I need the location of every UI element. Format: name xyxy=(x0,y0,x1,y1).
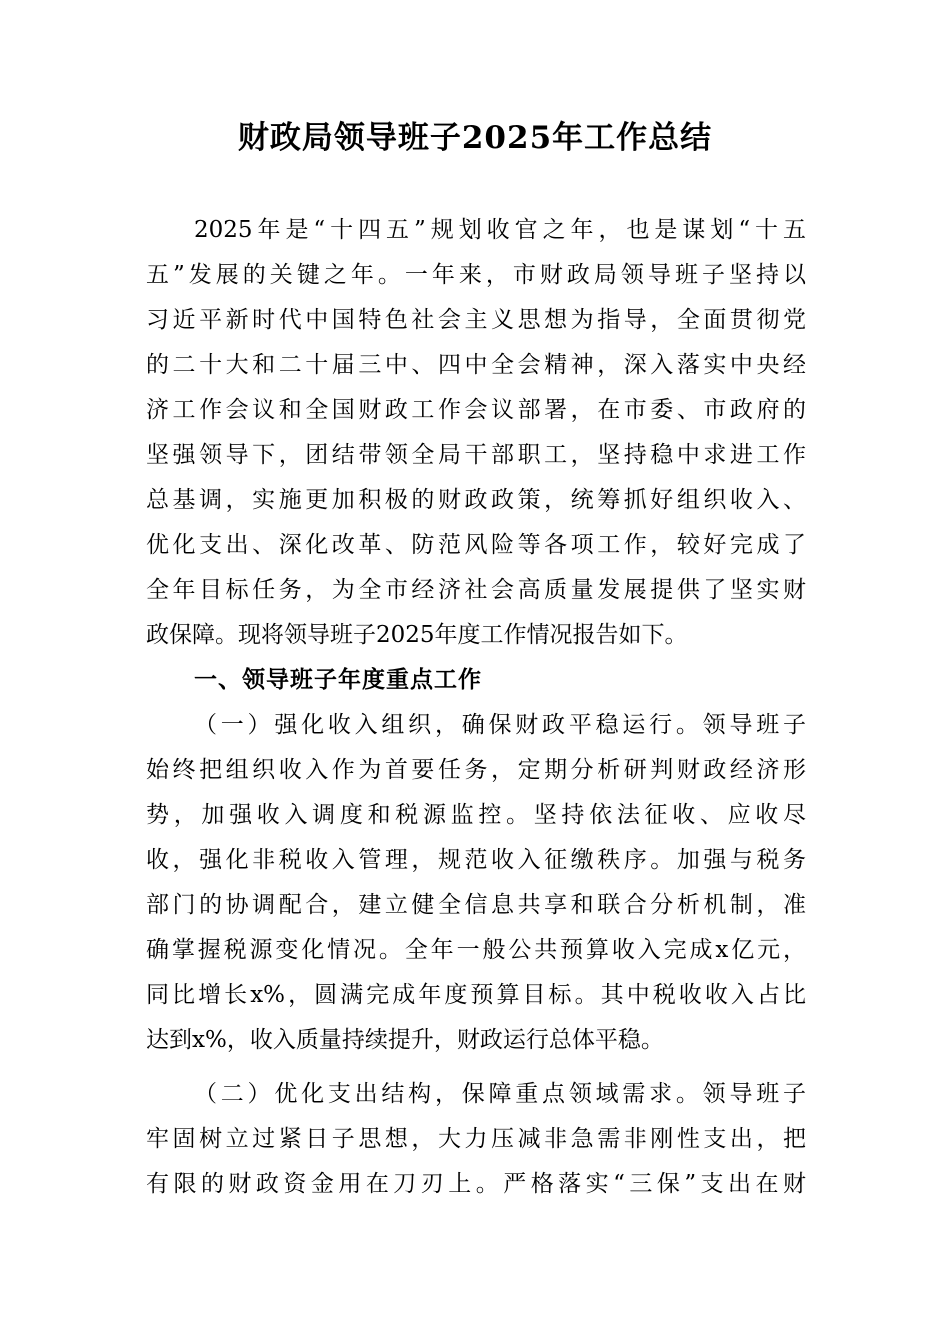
text-line: 牢固树立过紧日子思想，大力压减非急需非刚性支出，把 xyxy=(146,1126,806,1152)
section-heading: 一、领导班子年度重点工作 xyxy=(194,667,482,693)
item-1-paragraph xyxy=(146,703,806,1063)
text-line: 全年目标任务，为全市经济社会高质量发展提供了坚实财 xyxy=(146,577,806,603)
document-title: 财政局领导班子2025年工作总结 xyxy=(237,120,713,156)
text-line: 同比增长x%，圆满完成年度预算目标。其中税收收入占比 xyxy=(146,982,806,1008)
paragraph-gap xyxy=(146,1063,806,1072)
text-line: 始终把组织收入作为首要任务，定期分析研判财政经济形 xyxy=(146,757,806,783)
text-line: 习近平新时代中国特色社会主义思想为指导，全面贯彻党 xyxy=(146,307,806,333)
text-line: 的二十大和二十届三中、四中全会精神，深入落实中央经 xyxy=(146,352,806,378)
text-line: 政保障。现将领导班子2025年度工作情况报告如下。 xyxy=(146,622,688,648)
text-line: 五”发展的关键之年。一年来，市财政局领导班子坚持以 xyxy=(146,262,806,288)
text-line: 确掌握税源变化情况。全年一般公共预算收入完成x亿元， xyxy=(146,937,806,963)
document-body xyxy=(146,208,806,1207)
text-line: （二）优化支出结构，保障重点领域需求。领导班子 xyxy=(194,1081,806,1107)
intro-paragraph xyxy=(146,208,806,658)
item-2-paragraph xyxy=(146,1072,806,1207)
text-line: 收，强化非税收入管理，规范收入征缴秩序。加强与税务 xyxy=(146,847,806,873)
text-line: 济工作会议和全国财政工作会议部署，在市委、市政府的 xyxy=(146,397,806,423)
text-line: 势，加强收入调度和税源监控。坚持依法征收、应收尽 xyxy=(146,802,806,828)
text-line: 2025年是“十四五”规划收官之年，也是谋划“十五 xyxy=(194,217,806,243)
text-line: 总基调，实施更加积极的财政政策，统筹抓好组织收入、 xyxy=(146,487,806,513)
text-line: 部门的协调配合，建立健全信息共享和联合分析机制，准 xyxy=(146,892,806,918)
text-line: 达到x%，收入质量持续提升，财政运行总体平稳。 xyxy=(146,1027,664,1053)
text-line: 优化支出、深化改革、防范风险等各项工作，较好完成了 xyxy=(146,532,806,558)
text-line: 坚强领导下，团结带领全局干部职工，坚持稳中求进工作 xyxy=(146,442,806,468)
text-line: 有限的财政资金用在刀刃上。严格落实“三保”支出在财 xyxy=(146,1171,806,1197)
text-line: （一）强化收入组织，确保财政平稳运行。领导班子 xyxy=(194,712,806,738)
